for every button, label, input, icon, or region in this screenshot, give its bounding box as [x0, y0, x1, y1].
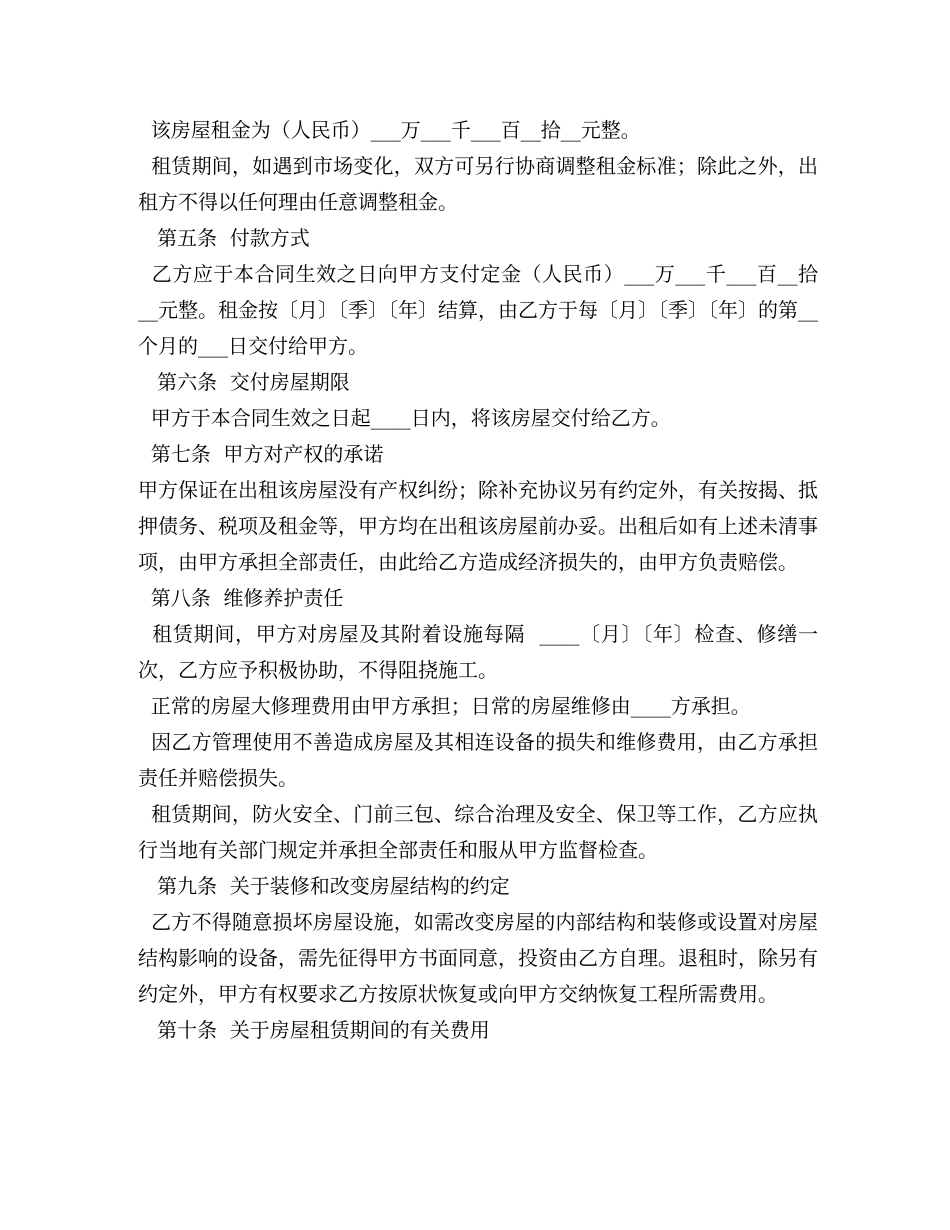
heading-article-10: 第十条 关于房屋租赁期间的有关费用 — [138, 1018, 490, 1042]
paragraph-damage-liability: 因乙方管理使用不善造成房屋及其相连设备的损失和维修费用，由乙方承担责任并赔偿损失。 — [138, 730, 819, 790]
paragraph-rent-amount: 该房屋租金为（人民币）___万___千___百__拾__元整。 — [138, 118, 641, 142]
paragraph-safety-duties: 租赁期间，防火安全、门前三包、综合治理及安全、保卫等工作，乙方应执行当地有关部门规定并承担全部责任和服从甲方监督检查。 — [138, 802, 819, 862]
heading-article-6: 第六条 交付房屋期限 — [138, 370, 350, 394]
paragraph-delivery-deadline: 甲方于本合同生效之日起____日内，将该房屋交付给乙方。 — [138, 406, 671, 430]
paragraph-rent-adjustment: 租赁期间，如遇到市场变化，双方可另行协商调整租金标准；除此之外，出租方不得以任何理由任意调整租金。 — [138, 154, 819, 214]
heading-article-9: 第九条 关于装修和改变房屋结构的约定 — [138, 874, 510, 898]
paragraph-deposit-payment: 乙方应于本合同生效之日向甲方支付定金（人民币）___万___千___百__拾 __元整。租金按〔月〕〔季〕〔年〕结算，由乙方于每〔月〕〔季〕〔年〕的第__个月的___日交付给甲方。 — [138, 262, 831, 358]
paragraph-repair-costs: 正常的房屋大修理费用由甲方承担；日常的房屋维修由____方承担。 — [138, 694, 751, 718]
heading-article-8: 第八条 维修养护责任 — [138, 586, 344, 610]
paragraph-renovation-terms: 乙方不得随意损坏房屋设施，如需改变房屋的内部结构和装修或设置对房屋结构影响的设备，需先征得甲方书面同意，投资由乙方自理。退租时，除另有约定外，甲方有权要求乙方按原状恢复或向甲方交纳恢复工程所需费用。 — [138, 910, 819, 1006]
paragraph-ownership-guarantee: 甲方保证在出租该房屋没有产权纠纷；除补充协议另有约定外，有关按揭、抵押债务、税项及租金等，甲方均在出租该房屋前办妥。出租后如有上述未清事项，由甲方承担全部责任，由此给乙方造成经济损失的，由甲方负责赔偿。 — [138, 478, 818, 574]
heading-article-7: 第七条 甲方对产权的承诺 — [138, 442, 384, 466]
paragraph-inspection-interval: 租赁期间，甲方对房屋及其附着设施每隔 ____〔月〕〔年〕检查、修缮一次，乙方应予积极协助，不得阻挠施工。 — [138, 622, 819, 682]
document-body — [138, 112, 831, 1048]
heading-article-5: 第五条 付款方式 — [138, 226, 310, 250]
